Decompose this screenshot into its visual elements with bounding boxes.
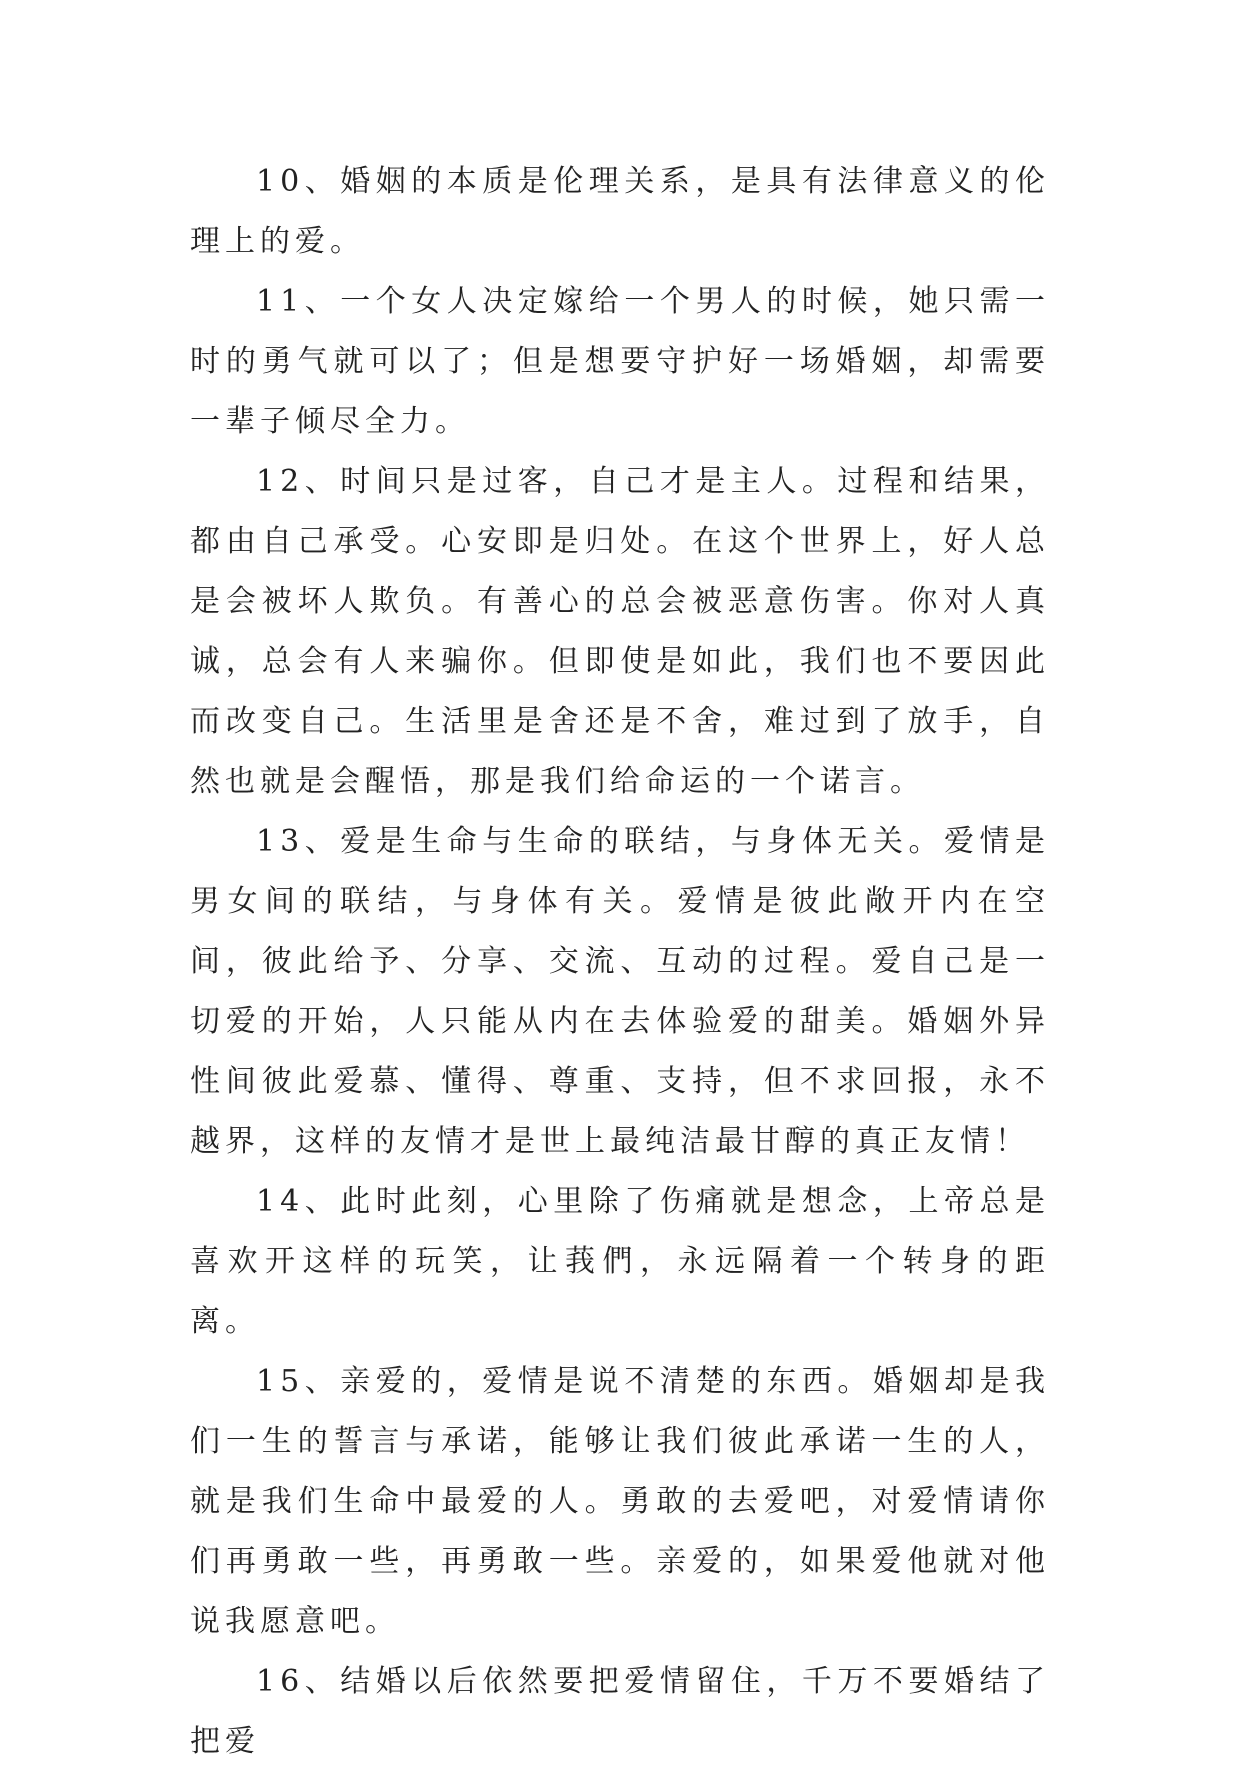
document-body xyxy=(190,152,1050,1772)
paragraph-16: 16、结婚以后依然要把爱情留住，千万不要婚结了把爱 xyxy=(190,1664,1050,1759)
paragraph-15: 15、亲爱的，爱情是说不清楚的东西。婚姻却是我们一生的誓言与承诺，能够让我们彼此承诺一生的人，就是我们生命中最爱的人。勇敢的去爱吧，对爱情请你们再勇敢一些，再勇敢一些。亲爱的，如果爱他就对他说我愿意吧。 xyxy=(190,1364,1050,1639)
paragraph-12: 12、时间只是过客，自己才是主人。过程和结果，都由自己承受。心安即是归处。在这个世界上，好人总是会被坏人欺负。有善心的总会被恶意伤害。你对人真诚，总会有人来骗你。但即使是如此，我们也不要因此而改变自己。生活里是舍还是不舍，难过到了放手，自然也就是会醒悟，那是我们给命运的一个诺言。 xyxy=(190,464,1050,799)
paragraph-14: 14、此时此刻，心里除了伤痛就是想念，上帝总是喜欢开这样的玩笑，让莪們，永远隔着一个转身的距离。 xyxy=(190,1184,1050,1339)
paragraph-11: 11、一个女人决定嫁给一个男人的时候，她只需一时的勇气就可以了；但是想要守护好一场婚姻，却需要一辈子倾尽全力。 xyxy=(190,284,1050,439)
paragraph-13: 13、爱是生命与生命的联结，与身体无关。爱情是男女间的联结，与身体有关。爱情是彼此敞开内在空间，彼此给予、分享、交流、互动的过程。爱自己是一切爱的开始，人只能从内在去体验爱的甜美。婚姻外异性间彼此爱慕、懂得、尊重、支持，但不求回报，永不越界，这样的友情才是世上最纯洁最甘醇的真正友情！ xyxy=(190,824,1050,1159)
paragraph-10: 10、婚姻的本质是伦理关系，是具有法律意义的伦理上的爱。 xyxy=(190,164,1050,259)
